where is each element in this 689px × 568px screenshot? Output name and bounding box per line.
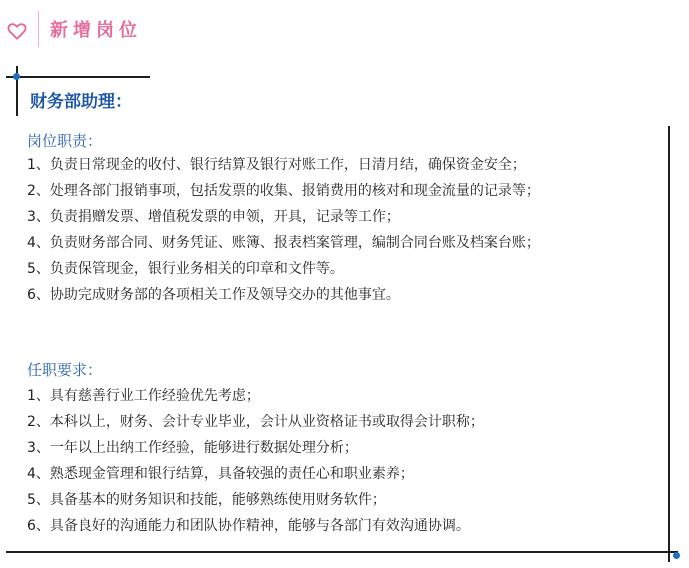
requirement-item: 3、一年以上出纳工作经验，能够进行数据处理分析； xyxy=(27,440,358,456)
requirement-item: 2、本科以上，财务、会计专业毕业，会计从业资格证书或取得会计职称； xyxy=(27,414,484,430)
responsibility-item: 3、负责捐赠发票、增值税发票的申领，开具，记录等工作； xyxy=(27,209,400,225)
banner-divider xyxy=(38,11,39,47)
frame-right-vertical-line xyxy=(668,126,670,562)
requirement-item: 4、熟悉现金管理和银行结算，具备较强的责任心和职业素养； xyxy=(27,466,414,482)
requirements-list xyxy=(27,383,484,539)
responsibilities-heading: 岗位职责： xyxy=(27,132,103,150)
requirement-item: 5、具备基本的财务知识和技能，能够熟练使用财务软件； xyxy=(27,492,386,508)
responsibility-item: 4、负责财务部合同、财务凭证、账簿、报表档案管理，编制合同台账及档案台账； xyxy=(27,235,540,251)
responsibility-item: 2、处理各部门报销事项，包括发票的收集、报销费用的核对和现金流量的记录等； xyxy=(27,183,540,199)
heart-outline-icon xyxy=(6,20,28,42)
responsibilities-list xyxy=(27,152,540,308)
frame-bottom-right-dot xyxy=(673,552,680,559)
requirement-item: 1、具有慈善行业工作经验优先考虑； xyxy=(27,388,260,404)
responsibility-item: 6、协助完成财务部的各项相关工作及领导交办的其他事宜。 xyxy=(27,287,400,303)
job-title: 财务部助理： xyxy=(30,92,132,112)
requirements-heading: 任职要求： xyxy=(27,361,103,379)
responsibility-item: 1、负责日常现金的收付、银行结算及银行对账工作，日清月结，确保资金安全； xyxy=(27,157,526,173)
frame-bottom-horizontal-line xyxy=(6,551,678,553)
frame-top-left-dot xyxy=(13,73,20,80)
frame-top-left-horizontal-line xyxy=(6,76,150,78)
responsibility-item: 5、负责保管现金，银行业务相关的印章和文件等。 xyxy=(27,261,344,277)
banner-title: 新增岗位 xyxy=(50,20,142,41)
section-banner xyxy=(0,0,180,58)
requirement-item: 6、具备良好的沟通能力和团队协作精神，能够与各部门有效沟通协调。 xyxy=(27,518,470,534)
